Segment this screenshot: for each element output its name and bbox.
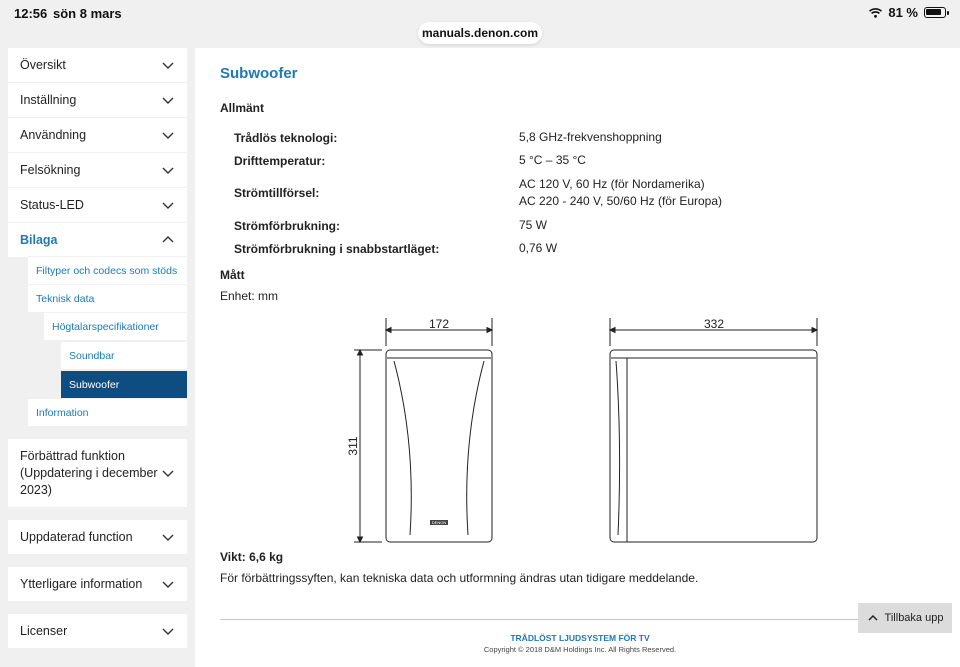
- height-dimension: 311: [346, 436, 360, 456]
- sub-item-filtyper[interactable]: Filtyper och codecs som stöds: [28, 256, 187, 284]
- nav-item-label: Ytterligare information: [20, 577, 143, 591]
- chevron-up-icon: [867, 612, 879, 624]
- nav-item-label: Licenser: [20, 624, 68, 638]
- side-view: [610, 318, 817, 542]
- disclaimer: För förbättringssyften, kan tekniska data och utformning ändras utan tidigare meddelande.: [220, 571, 699, 585]
- battery-icon: [924, 7, 946, 18]
- spec-label: Drifttemperatur:: [234, 154, 326, 168]
- chevron-down-icon: [161, 624, 175, 638]
- back-to-top-button[interactable]: [858, 603, 952, 633]
- nav-item-ytterligare-information[interactable]: [8, 567, 187, 601]
- dimension-drawing: [330, 313, 830, 553]
- spec-value: 75 W: [519, 218, 548, 232]
- sub-item-hogtalarspecifikationer[interactable]: Högtalarspecifikationer: [44, 312, 187, 340]
- date: sön 8 mars: [53, 6, 122, 21]
- brand-logo: DENON: [431, 520, 447, 525]
- spec-value: 0,76 W: [519, 241, 558, 255]
- spec-label: Trådlös teknologi:: [234, 131, 338, 145]
- footer-divider: [220, 619, 940, 620]
- spec-label: Strömförbrukning:: [234, 219, 340, 233]
- sidebar: [0, 48, 195, 667]
- spec-value-2: AC 220 - 240 V, 50/60 Hz (för Europa): [519, 194, 723, 208]
- nav-item-status-led[interactable]: [8, 188, 187, 222]
- nav-item-label: Användning: [20, 128, 87, 142]
- chevron-down-icon: [161, 93, 175, 107]
- status-right: [869, 5, 946, 20]
- nav-item-label: Inställning: [20, 93, 77, 107]
- unit-label: Enhet: mm: [220, 289, 279, 303]
- dimensions-heading: Mått: [220, 268, 245, 282]
- chevron-down-icon: [161, 128, 175, 142]
- nav-item-label: Felsökning: [20, 163, 81, 177]
- chevron-down-icon: [161, 163, 175, 177]
- nav-item-felsokning[interactable]: [8, 153, 187, 187]
- nav-item-installning[interactable]: [8, 83, 187, 117]
- depth-dimension: 332: [703, 317, 725, 331]
- sub-item-information[interactable]: Information: [28, 398, 187, 426]
- nav-item-oversikt[interactable]: [8, 48, 187, 82]
- spec-value: AC 120 V, 60 Hz (för Nordamerika): [519, 177, 705, 191]
- wifi-icon: [869, 8, 882, 18]
- chevron-down-icon: [161, 577, 175, 591]
- nav-item-label: Förbättrad funktion (Uppdatering i december 2023): [20, 448, 158, 497]
- nav-item-label: Uppdaterad function: [20, 530, 133, 544]
- footer-copyright: Copyright © 2018 D&M Holdings Inc. All Rights Reserved.: [483, 645, 677, 654]
- width-dimension: 172: [428, 317, 450, 331]
- back-to-top-label: Tillbaka upp: [884, 612, 944, 624]
- spec-label: Strömförbrukning i snabbstartläget:: [234, 242, 440, 256]
- chevron-up-icon: [161, 233, 175, 247]
- battery-percent: 81 %: [888, 5, 918, 20]
- spec-value: 5,8 GHz-frekvenshoppning: [519, 130, 662, 144]
- spec-label: Strömtillförsel:: [234, 186, 320, 200]
- chevron-down-icon: [161, 198, 175, 212]
- chevron-down-icon: [161, 466, 175, 480]
- nav-item-forbattrad-funktion[interactable]: [8, 439, 187, 507]
- front-view: [354, 318, 492, 542]
- spec-value: 5 °C – 35 °C: [519, 153, 586, 167]
- nav-item-label: Översikt: [20, 58, 66, 72]
- nav-item-licenser[interactable]: [8, 614, 187, 648]
- clock: 12:56: [14, 6, 48, 21]
- page-title: Subwoofer: [220, 65, 298, 82]
- nav-item-bilaga[interactable]: [8, 223, 187, 257]
- chevron-down-icon: [161, 58, 175, 72]
- nav-item-label: Bilaga: [20, 233, 58, 247]
- general-heading: Allmänt: [220, 101, 265, 115]
- sub-item-subwoofer[interactable]: Subwoofer: [61, 370, 187, 398]
- nav-item-label: Status-LED: [20, 198, 84, 212]
- sub-item-soundbar[interactable]: Soundbar: [61, 341, 187, 369]
- chevron-down-icon: [161, 530, 175, 544]
- weight: Vikt: 6,6 kg: [220, 550, 284, 564]
- footer-title: TRÅDLÖST LJUDSYSTEM FÖR TV: [510, 633, 650, 643]
- nav-item-uppdaterad-function[interactable]: [8, 520, 187, 554]
- url-field[interactable]: manuals.denon.com: [418, 22, 542, 44]
- sub-item-teknisk-data[interactable]: Teknisk data: [28, 284, 187, 312]
- nav-item-anvandning[interactable]: [8, 118, 187, 152]
